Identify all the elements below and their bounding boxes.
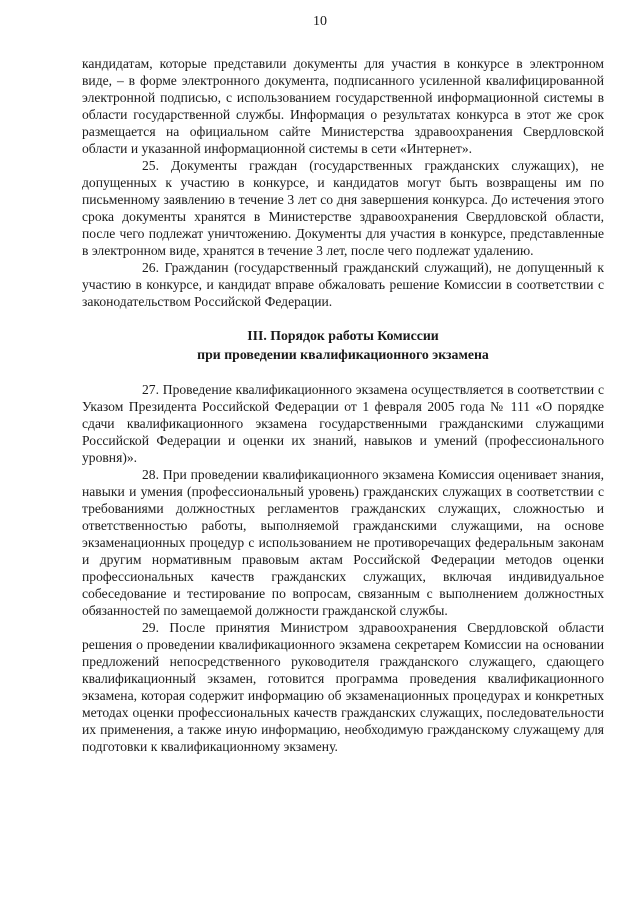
section-heading-line1: III. Порядок работы Комиссии xyxy=(247,328,439,343)
section-heading-line2: при проведении квалификационного экзамена xyxy=(197,347,489,362)
paragraph-24-continuation: кандидатам, которые представили документы для участия в конкурсе в электронном виде, – в форме электронного документа, подписанного усиленной квалифицированной электронной подписью, с использованием государственной информационной системы в области государственной службы. Информация о результатах конкурса в этот же срок размещается на официальном сайте Министерства здравоохранения Свердловской области и указанной информационной системы в сети «Интернет». xyxy=(82,56,604,156)
page-number: 10 xyxy=(313,14,327,29)
paragraph-28: 28. При проведении квалификационного экзамена Комиссия оценивает знания, навыки и умения (профессиональный уровень) гражданских служащих в соответствии с требованиями должностных регламентов гражданских служащих, сложностью и ответственностью работы, выполняемой гражданскими служащими, на основе экзаменационных процедур с использованием не противоречащих федеральным законам и другим нормативным правовым актам Российской Федерации методов оценки профессиональных качеств гражданских служащих, включая индивидуальное собеседование и тестирование по вопросам, связанным с выполнением должностных обязанностей по замещаемой должности гражданской службы. xyxy=(82,467,604,618)
paragraph-29: 29. После принятия Министром здравоохранения Свердловской области решения о проведении квалификационного экзамена секретарем Комиссии на основании предложений непосредственного руководителя гражданского служащего, сдающего квалификационный экзамен, готовится программа проведения квалификационного экзамена, которая содержит информацию об экзаменационных процедурах и конкретных методах оценки профессиональных качеств гражданских служащих, последовательности их применения, а также иную информацию, необходимую гражданскому служащему для подготовки к квалификационному экзамену. xyxy=(82,620,604,754)
paragraph-27: 27. Проведение квалификационного экзамена осуществляется в соответствии с Указом Президента Российской Федерации от 1 февраля 2005 года № 111 «О порядке сдачи квалификационного экзамена государственными гражданскими служащими Российской Федерации и оценки их знаний, навыков и умений (профессионального уровня)». xyxy=(82,382,604,465)
paragraph-26: 26. Гражданин (государственный гражданский служащий), не допущенный к участию в конкурсе, и кандидат вправе обжаловать решение Комиссии в соответствии с законодательством Российской Федерации. xyxy=(82,260,604,309)
paragraph-25: 25. Документы граждан (государственных гражданских служащих), не допущенных к участию в конкурсе, и кандидатов могут быть возвращены им по письменному заявлению в течение 3 лет со дня завершения конкурса. До истечения этого срока документы хранятся в Министерстве здравоохранения Свердловской области, после чего подлежат уничтожению. Документы для участия в конкурсе, представленные в электронном виде, хранятся в течение 3 лет, после чего подлежат удалению. xyxy=(82,158,604,258)
document-body xyxy=(82,55,604,755)
section-heading xyxy=(82,326,604,364)
